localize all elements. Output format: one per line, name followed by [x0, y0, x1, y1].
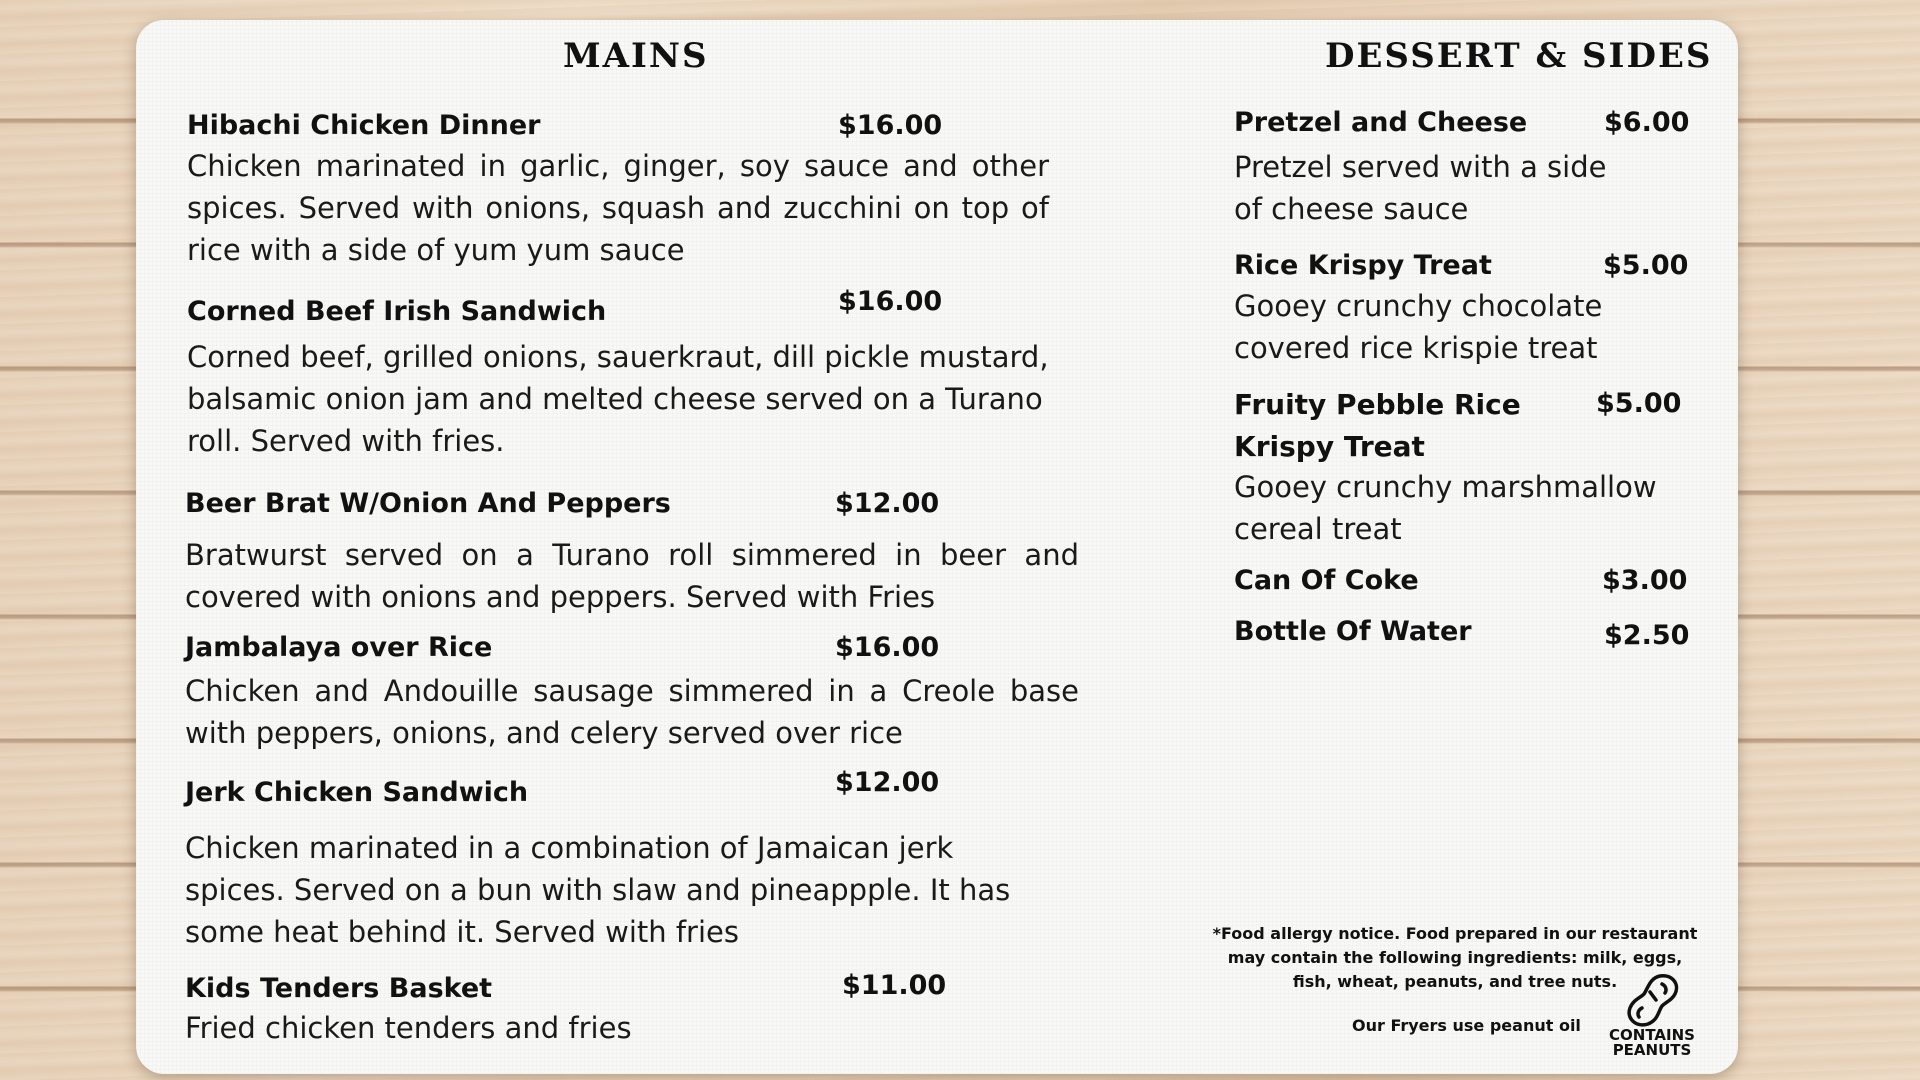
item-description: Chicken and Andouille sausage simmered in a Creole base with peppers, onions, and celery served over rice: [185, 674, 1079, 750]
item-name: Jambalaya over Rice: [185, 632, 493, 663]
contains-peanuts-badge: [1600, 972, 1704, 1058]
item-price: $11.00: [842, 970, 947, 1001]
item-name: Rice Krispy Treat: [1234, 250, 1492, 281]
badge-line-peanuts: PEANUTS: [1612, 1041, 1692, 1059]
fryer-note: Our Fryers use peanut oil: [1352, 1016, 1581, 1035]
item-price: $16.00: [838, 110, 943, 141]
mains-heading: MAINS: [563, 36, 709, 76]
item-name: Pretzel and Cheese: [1234, 107, 1528, 138]
allergy-notice: *Food allergy notice. Food prepared in our restaurant may contain the following ingredients: milk, eggs, fish, wheat, peanuts, and tree nuts.: [1212, 924, 1698, 991]
item-price: $16.00: [838, 286, 943, 317]
item-description: Corned beef, grilled onions, sauerkraut, dill pickle mustard, balsamic onion jam and melted cheese served on a Turano roll. Served with fries.: [187, 340, 1049, 458]
item-name: Kids Tenders Basket: [185, 973, 493, 1004]
item-price: $5.00: [1596, 388, 1682, 419]
item-description: Fried chicken tenders and fries: [185, 1011, 632, 1045]
item-price: $16.00: [835, 632, 940, 663]
item-description: Pretzel served with a side of cheese sauce: [1234, 150, 1607, 226]
item-name: Hibachi Chicken Dinner: [187, 110, 541, 141]
item-price: $6.00: [1604, 107, 1690, 138]
item-price: $5.00: [1603, 250, 1689, 281]
item-name: Bottle Of Water: [1234, 616, 1472, 647]
item-description: Chicken marinated in garlic, ginger, soy sauce and other spices. Served with onions, squash and zucchini on top of rice with a side of yum yum sauce: [187, 149, 1049, 267]
item-name: Jerk Chicken Sandwich: [185, 777, 529, 808]
item-name: Can Of Coke: [1234, 565, 1419, 596]
item-description: Gooey crunchy marshmallow cereal treat: [1234, 470, 1657, 546]
item-price: $3.00: [1602, 565, 1688, 596]
item-description: Gooey crunchy chocolate covered rice krispie treat: [1234, 289, 1603, 365]
item-price: $12.00: [835, 488, 940, 519]
item-price: $12.00: [835, 767, 940, 798]
item-price: $2.50: [1604, 620, 1690, 651]
item-description: Chicken marinated in a combination of Jamaican jerk spices. Served on a bun with slaw and pineappple. It has some heat behind it. Served with fries: [185, 831, 1011, 949]
item-name: Corned Beef Irish Sandwich: [187, 296, 607, 327]
item-name: Beer Brat W/Onion And Peppers: [185, 488, 671, 519]
item-description: Bratwurst served on a Turano roll simmered in beer and covered with onions and peppers. Served with Fries: [185, 538, 1079, 614]
badge-line-contains: CONTAINS: [1609, 1026, 1695, 1044]
sides-heading: DESSERT & SIDES: [1325, 36, 1713, 76]
peanut-icon: [1620, 972, 1684, 1028]
item-name: Fruity Pebble Rice Krispy Treat: [1234, 388, 1521, 463]
